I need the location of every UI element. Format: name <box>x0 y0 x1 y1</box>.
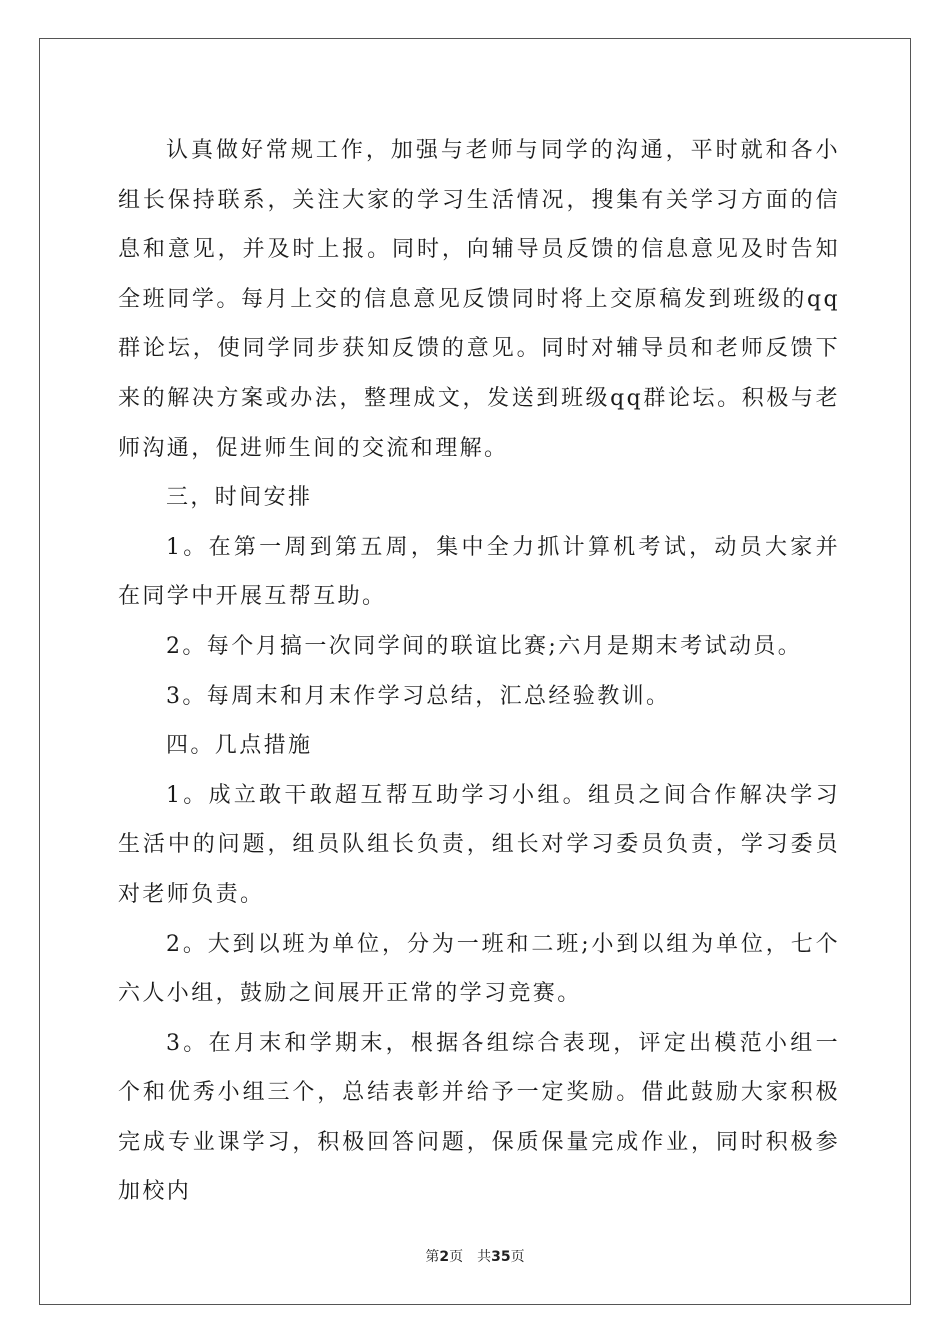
page-number: 2 <box>439 1249 450 1265</box>
schedule-item-3: 3。每周末和月末作学习总结，汇总经验教训。 <box>166 683 671 709</box>
total-pages: 35 <box>491 1249 511 1265</box>
measure-item-2: 2。大到以班为单位，分为一班和二班;小到以组为单位，七个六人小组，鼓励之间展开正常的学习竞赛。 <box>118 931 840 1007</box>
total-suffix: 页 <box>510 1249 525 1265</box>
section-heading-schedule: 三，时间安排 <box>166 485 313 511</box>
measure-item-1: 1。成立敢干敢超互帮互助学习小组。组员之间合作解决学习生活中的问题，组员队组长负责，组长对学习委员负责，学习委员对老师负责。 <box>118 782 840 907</box>
page-prefix: 第 <box>425 1249 440 1265</box>
total-prefix: 共 <box>477 1249 492 1265</box>
page-suffix: 页 <box>449 1249 464 1265</box>
schedule-item-1: 1。在第一周到第五周，集中全力抓计算机考试，动员大家并在同学中开展互帮互助。 <box>118 534 840 610</box>
section-heading-measures: 四。几点措施 <box>166 733 313 759</box>
document-body <box>118 126 840 1217</box>
paragraph-intro: 认真做好常规工作，加强与老师与同学的沟通，平时就和各小组长保持联系，关注大家的学习生活情况，搜集有关学习方面的信息和意见，并及时上报。同时，向辅导员反馈的信息意见及时告知全班同学。每月上交的信息意见反馈同时将上交原稿发到班级的qq群论坛，使同学同步获知反馈的意见。同时对辅导员和老师反馈下来的解决方案或办法，整理成文，发送到班级qq群论坛。积极与老师沟通，促进师生间的交流和理解。 <box>118 138 840 461</box>
measure-item-3: 3。在月末和学期末，根据各组综合表现，评定出模范小组一个和优秀小组三个，总结表彰并给予一定奖励。借此鼓励大家积极完成专业课学习，积极回答问题，保质保量完成作业，同时积极参加校内 <box>118 1030 840 1205</box>
schedule-item-2: 2。每个月搞一次同学间的联谊比赛;六月是期末考试动员。 <box>166 633 803 659</box>
page-footer <box>0 1246 950 1266</box>
